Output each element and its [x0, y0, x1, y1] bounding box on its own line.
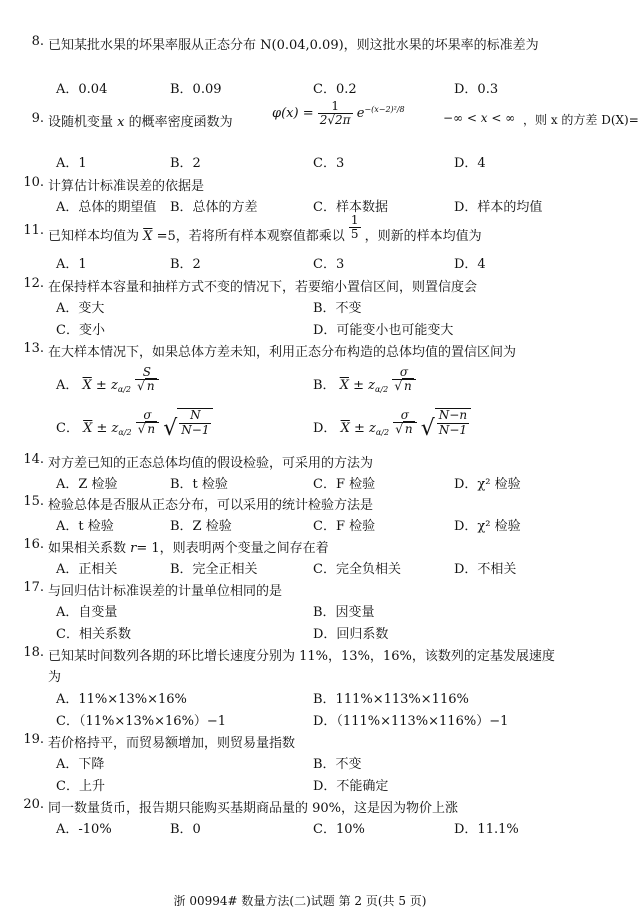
- exponent: −(x−2)²/8: [364, 105, 405, 115]
- variable-range: −∞ < x < ∞: [443, 111, 516, 125]
- option-b: B． $\overline{X} \pm z_{\alpha/2}$ $\frac{\sigma}{√ n}$: [313, 374, 416, 394]
- question-stem: 与回归估计标准误差的计量单位相同的是: [48, 584, 283, 599]
- option-c: C．F 检验: [313, 519, 376, 534]
- option-a: A．0.04: [56, 82, 108, 97]
- question-stem: [48, 213, 482, 245]
- stem-eq: =5，若将所有样本观察值都乘以: [156, 229, 345, 245]
- question-13-options-row1: [0, 362, 600, 402]
- option-a: A．1: [56, 257, 87, 272]
- option-d: D．不相关: [454, 562, 517, 577]
- option-b: B．因变量: [313, 605, 375, 620]
- option-d: D．χ² 检验: [454, 519, 521, 534]
- option-a: A．11%×13%×16%: [56, 692, 187, 707]
- option-b: B．Z 检验: [170, 519, 232, 534]
- fraction-numerator: 1: [318, 100, 353, 114]
- question-stem: 已知某时间数列各期的环比增长速度分别为 11%，13%，16%，该数列的定基发展速度: [48, 649, 555, 664]
- option-c: C．样本数据: [313, 200, 388, 215]
- question-number: 18.: [23, 645, 44, 660]
- option-b: B．0.09: [170, 82, 222, 97]
- density-fraction: [318, 100, 353, 127]
- option-d: D．可能变小也可能变大: [313, 323, 454, 338]
- option-b: B．111%×113%×116%: [313, 692, 469, 707]
- option-c: C．10%: [313, 822, 365, 837]
- option-c: C．0.2: [313, 82, 357, 97]
- question-9: [0, 99, 639, 140]
- stem-pre: 已知样本均值为: [48, 229, 140, 245]
- option-b: B．0: [170, 822, 201, 837]
- stem-pre: 设随机变量: [48, 115, 114, 130]
- question-number: 13.: [23, 341, 44, 356]
- option-a: A．-10%: [56, 822, 112, 837]
- func-name: φ(x) =: [272, 106, 314, 122]
- question-stem: 如果相关系数 r= 1，则表明两个变量之间存在着: [48, 541, 329, 556]
- option-b: B．完全正相关: [170, 562, 258, 577]
- option-a: A．总体的期望值: [56, 200, 157, 215]
- question-stem: [48, 111, 233, 130]
- option-a: A．变大: [56, 301, 105, 316]
- option-c: C．F 检验: [313, 477, 376, 492]
- question-number: 11.: [23, 223, 44, 238]
- option-c: C．3: [313, 257, 345, 272]
- option-b: B．不变: [313, 757, 362, 772]
- option-c: C．上升: [56, 779, 105, 794]
- option-a: A．t 检验: [56, 519, 114, 534]
- question-stem: 在保持样本容量和抽样方式不变的情况下，若要缩小置信区间，则置信度会: [48, 280, 478, 295]
- question-stem: 对方差已知的正态总体均值的假设检验，可采用的方法为: [48, 456, 374, 471]
- option-d: D．回归系数: [313, 627, 389, 642]
- option-b: B．总体的方差: [170, 200, 258, 215]
- option-d: D．4: [454, 156, 486, 171]
- stem-post: ，则 x 的方差 D(X)=: [523, 113, 639, 127]
- question-stem-line2: 为: [48, 670, 62, 685]
- stem-post: ，则新的样本均值为: [364, 229, 482, 245]
- question-number: 14.: [23, 452, 44, 467]
- stem-mid: 的概率密度函数为: [128, 115, 233, 130]
- correlation-symbol: r: [130, 541, 137, 556]
- option-c: C．完全负相关: [313, 562, 401, 577]
- option-c: C．3: [313, 156, 345, 171]
- question-stem: 已知某批水果的坏果率服从正态分布 N(0.04,0.09)，则这批水果的坏果率的标准差为: [48, 38, 539, 53]
- option-b: B．不变: [313, 301, 362, 316]
- option-b: B．t 检验: [170, 477, 228, 492]
- option-c: C．相关系数: [56, 627, 131, 642]
- question-number: 8.: [31, 34, 44, 49]
- question-number: 10.: [23, 175, 44, 190]
- option-d: D．χ² 检验: [454, 477, 521, 492]
- question-stem: 在大样本情况下，如果总体方差未知，利用正态分布构造的总体均值的置信区间为: [48, 345, 517, 360]
- option-a: A． $\overline{X} \pm z_{\alpha/2}$ $\frac{S}{√ n}$: [56, 374, 159, 394]
- stem-var: x: [117, 115, 125, 130]
- option-d: D．11.1%: [454, 822, 519, 837]
- question-stem: 计算估计标准误差的依据是: [48, 179, 205, 194]
- option-b: B．2: [170, 156, 201, 171]
- option-d: D．0.3: [454, 82, 499, 97]
- option-d: D．不能确定: [313, 779, 389, 794]
- option-a: A．自变量: [56, 605, 118, 620]
- option-b: B．2: [170, 257, 201, 272]
- question-number: 16.: [23, 537, 44, 552]
- fraction-denominator: 2√2π: [319, 113, 351, 128]
- question-number: 15.: [23, 494, 44, 509]
- question-number: 9.: [31, 111, 44, 126]
- question-number: 17.: [23, 580, 44, 595]
- scale-fraction: [349, 214, 361, 241]
- question-stem: 检验总体是否服从正态分布，可以采用的统计检验方法是: [48, 498, 374, 513]
- question-number: 12.: [23, 276, 44, 291]
- question-stem: 同一数量货币，报告期只能购买基期商品量的 90%，这是因为物价上涨: [48, 801, 459, 816]
- option-a: A．1: [56, 156, 87, 171]
- question-number: 20.: [23, 797, 44, 812]
- option-a: A．下降: [56, 757, 105, 772]
- fraction-denominator: 5: [350, 227, 359, 242]
- option-a: A．正相关: [56, 562, 118, 577]
- sample-mean-symbol: $\overline{X}$: [143, 229, 153, 245]
- option-c: C．（11%×13%×16%）−1: [56, 714, 227, 729]
- option-d: D．样本的均值: [454, 200, 543, 215]
- fraction-numerator: 1: [350, 213, 359, 227]
- option-d: D．（111%×113%×116%）−1: [313, 714, 509, 729]
- option-c: C．变小: [56, 323, 105, 338]
- question-number: 19.: [23, 732, 44, 747]
- option-a: A．Z 检验: [56, 477, 118, 492]
- option-c: C． $\overline{X} \pm z_{\alpha/2}$ $\frac{\sigma}{√ n}$ √ $\frac{N}{N-1}$: [56, 416, 213, 441]
- density-formula: φ(x) = $\frac{1}{2√2\pi}$ $e^{-(x-2)^2/8}$: [272, 99, 405, 128]
- question-13-options-row2: [0, 404, 600, 448]
- question-11: [0, 214, 600, 248]
- question-stem: 若价格持平，而贸易额增加，则贸易量指数: [48, 736, 296, 751]
- option-d: D．4: [454, 257, 486, 272]
- option-d: D． $\overline{X} \pm z_{\alpha/2}$ $\frac{\sigma}{√ n}$ √ $\frac{N-n}{N-1}$: [313, 416, 471, 441]
- page-footer: 浙 00994# 数量方法(二)试题 第 2 页(共 5 页): [173, 894, 427, 908]
